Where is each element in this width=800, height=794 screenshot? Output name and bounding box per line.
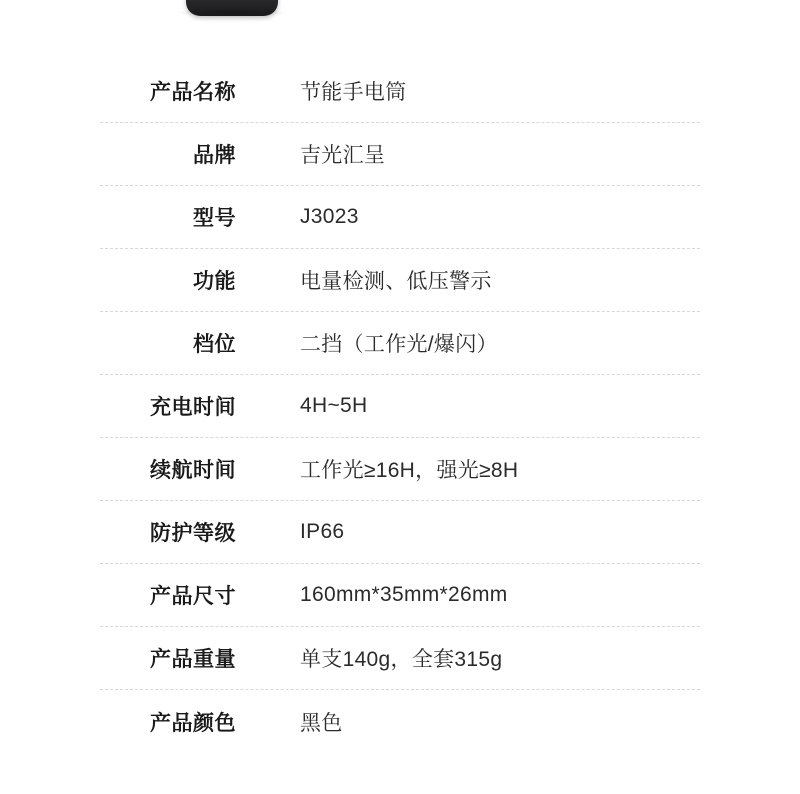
table-row bbox=[100, 60, 700, 123]
table-row bbox=[100, 312, 700, 375]
spec-label: 档位 bbox=[193, 333, 236, 356]
spec-value: J3023 bbox=[300, 205, 359, 228]
spec-value: 二挡（工作光/爆闪） bbox=[300, 333, 498, 356]
spec-value: 工作光≥16H，强光≥8H bbox=[300, 459, 519, 482]
table-row bbox=[100, 564, 700, 627]
table-row bbox=[100, 501, 700, 564]
spec-value: 4H~5H bbox=[300, 394, 368, 417]
product-photo-strip bbox=[0, 0, 800, 34]
product-photo-shadow bbox=[176, 8, 288, 17]
spec-value: 单支140g，全套315g bbox=[300, 648, 503, 671]
spec-label: 功能 bbox=[193, 270, 236, 293]
spec-label: 产品名称 bbox=[150, 81, 236, 104]
spec-value: 160mm*35mm*26mm bbox=[300, 583, 508, 606]
spec-label: 品牌 bbox=[193, 144, 236, 167]
spec-label: 防护等级 bbox=[150, 522, 236, 545]
spec-label: 型号 bbox=[193, 207, 236, 230]
product-specification-table bbox=[0, 60, 800, 753]
table-row bbox=[100, 123, 700, 186]
spec-label: 产品重量 bbox=[150, 648, 236, 671]
spec-label: 续航时间 bbox=[150, 459, 236, 482]
table-row bbox=[100, 627, 700, 690]
spec-label: 充电时间 bbox=[150, 396, 236, 419]
spec-label: 产品颜色 bbox=[150, 711, 236, 735]
spec-value: 黑色 bbox=[300, 711, 343, 735]
table-row bbox=[100, 438, 700, 501]
spec-label: 产品尺寸 bbox=[150, 585, 236, 608]
table-row bbox=[100, 186, 700, 249]
table-row bbox=[100, 375, 700, 438]
spec-value: 吉光汇呈 bbox=[300, 144, 386, 167]
spec-value: 电量检测、低压警示 bbox=[300, 270, 492, 293]
table-row bbox=[100, 690, 700, 753]
spec-value: IP66 bbox=[300, 520, 345, 543]
table-row bbox=[100, 249, 700, 312]
spec-value: 节能手电筒 bbox=[300, 81, 407, 104]
